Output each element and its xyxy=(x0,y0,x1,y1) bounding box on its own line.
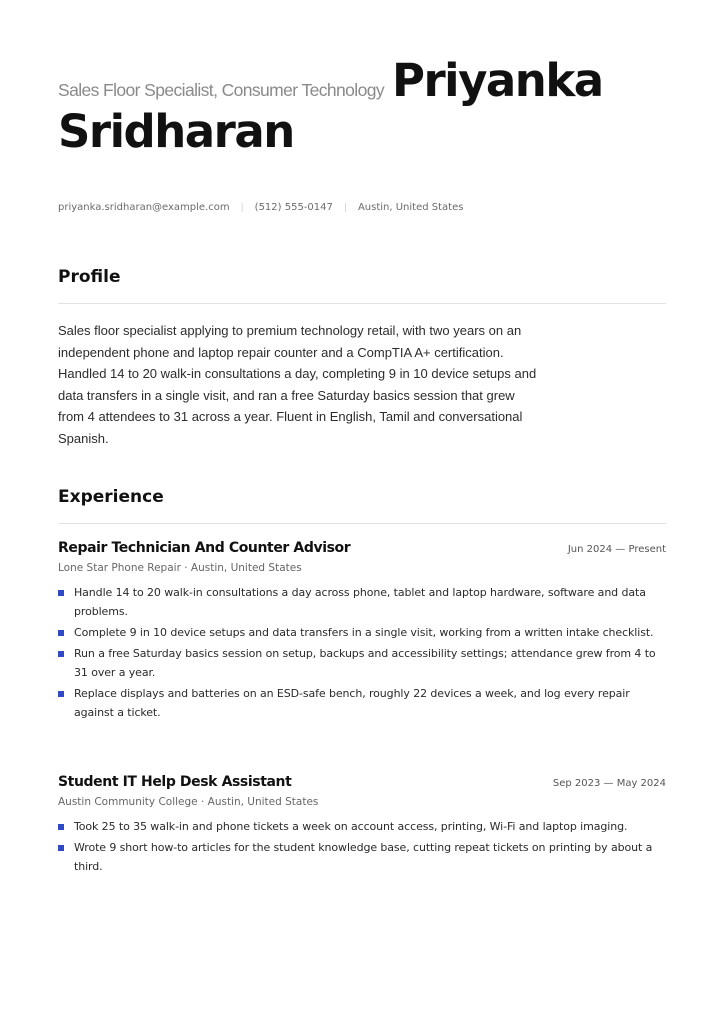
experience-heading: Experience xyxy=(58,487,164,507)
job-title: Student IT Help Desk Assistant xyxy=(58,774,292,790)
bullet-item xyxy=(58,838,666,876)
contact-phone[interactable]: (512) 555-0147 xyxy=(254,202,333,213)
bullet-text: Took 25 to 35 walk-in and phone tickets a week on account access, printing, Wi-Fi and laptop imaging. xyxy=(74,820,628,833)
job-bullets xyxy=(58,583,666,722)
bullet-text: Handle 14 to 20 walk-in consultations a day across phone, tablet and laptop hardware, software and data problems. xyxy=(74,586,646,618)
bullet-text: Run a free Saturday basics session on setup, backups and accessibility settings; attendance grew from 4 to 31 over a year. xyxy=(74,647,656,679)
job-title: Repair Technician And Counter Advisor xyxy=(58,540,351,556)
profile-divider xyxy=(58,303,666,304)
bullet-square-icon xyxy=(58,845,64,851)
bullet-item xyxy=(58,684,666,722)
job-header xyxy=(58,540,666,556)
bullet-item xyxy=(58,644,666,682)
job-entry xyxy=(58,774,666,878)
bullet-text: Replace displays and batteries on an ESD-safe bench, roughly 22 devices a week, and log every repair against a ticket. xyxy=(74,687,630,719)
contact-email[interactable]: priyanka.sridharan@example.com xyxy=(58,202,230,213)
title-line xyxy=(58,54,668,107)
job-header xyxy=(58,774,666,790)
job-organization: Austin Community College · Austin, United States xyxy=(58,796,319,808)
bullet-square-icon xyxy=(58,630,64,636)
job-bullets xyxy=(58,817,666,876)
bullet-square-icon xyxy=(58,691,64,697)
contact-separator: | xyxy=(343,202,347,213)
job-dates: Jun 2024 — Present xyxy=(567,544,666,555)
bullet-item xyxy=(58,623,666,642)
profile-heading: Profile xyxy=(58,267,121,287)
bullet-square-icon xyxy=(58,651,64,657)
bullet-text: Complete 9 in 10 device setups and data transfers in a single visit, working from a written intake checklist. xyxy=(74,626,654,639)
experience-divider xyxy=(58,523,666,524)
resume-header xyxy=(58,54,668,158)
contact-location: Austin, United States xyxy=(357,202,464,213)
contact-line xyxy=(58,202,463,213)
job-dates: Sep 2023 — May 2024 xyxy=(552,778,666,789)
last-name: Sridharan xyxy=(58,105,294,158)
first-name: Priyanka xyxy=(392,54,603,107)
contact-separator: | xyxy=(240,202,244,213)
job-organization: Lone Star Phone Repair · Austin, United States xyxy=(58,562,302,574)
bullet-item xyxy=(58,583,666,621)
job-role-title: Sales Floor Specialist, Consumer Technology xyxy=(58,80,384,100)
bullet-square-icon xyxy=(58,590,64,596)
bullet-square-icon xyxy=(58,824,64,830)
job-entry xyxy=(58,540,666,724)
bullet-text: Wrote 9 short how-to articles for the student knowledge base, cutting repeat tickets on printing by about a third. xyxy=(74,841,653,873)
bullet-item xyxy=(58,817,666,836)
profile-summary: Sales floor specialist applying to premium technology retail, with two years on an independent phone and laptop repair counter and a CompTIA A+ certification. Handled 14 to 20 walk-in consultations a day, completing 9 in 10 device setups and data transfers in a single visit, and ran a free Saturday basics session that grew from 4 attendees to 31 across a year. Fluent in English, Tamil and conversational Spanish. xyxy=(58,323,537,446)
